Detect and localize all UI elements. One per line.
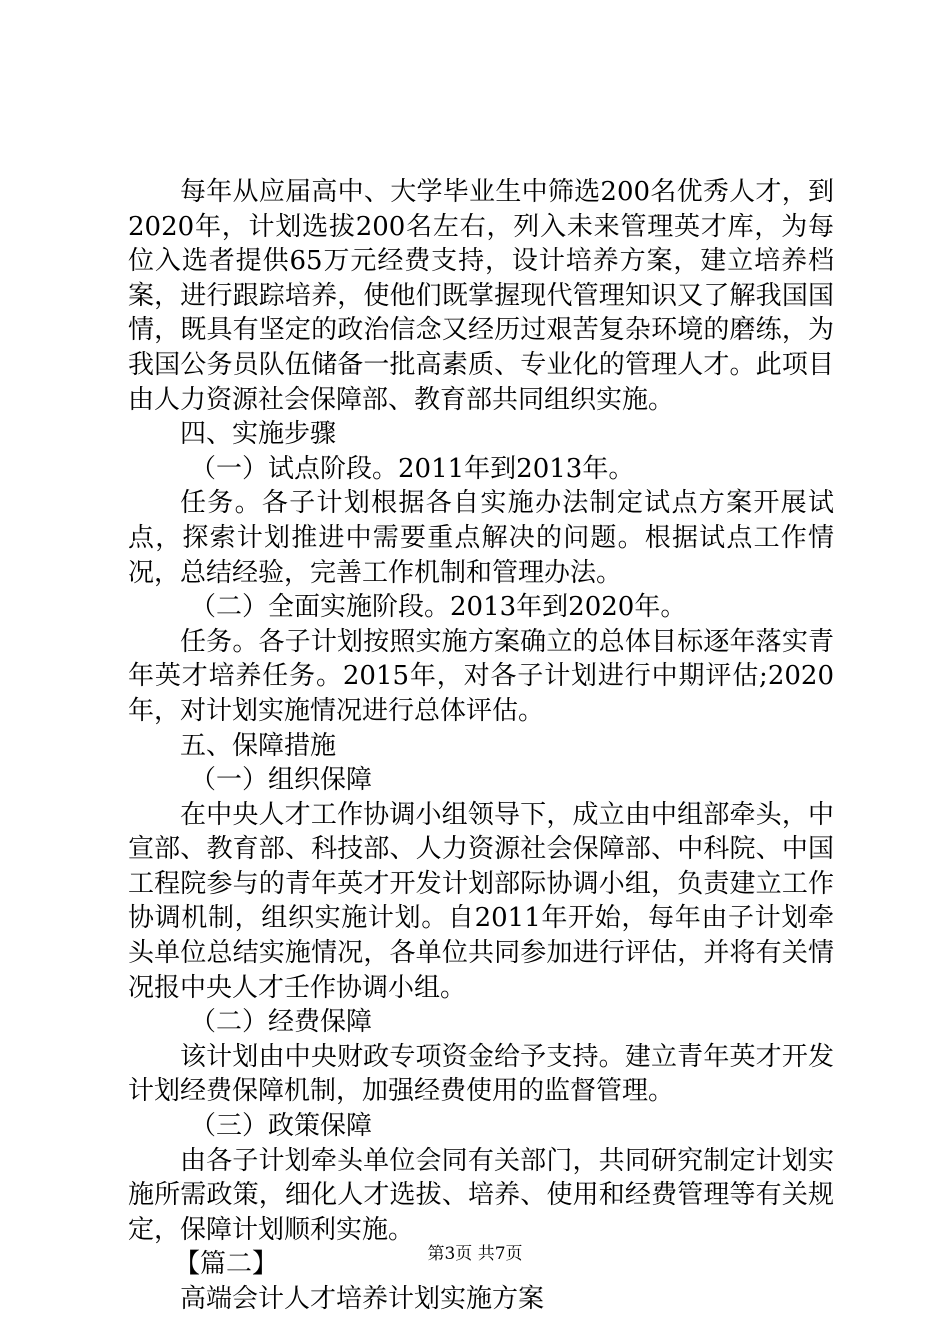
section-marker: 【篇二】 xyxy=(174,1249,279,1280)
subheading-policy: （三）政策保障 xyxy=(190,1111,373,1142)
paragraph-policy: 由各子计划牵头单位会同有关部门，共同研究制定计划实施所需政策，细化人才选拔、培养、使用和经费管理等有关规定，保障计划顺利实施。 xyxy=(128,1145,834,1245)
page-footer: 第3页 共7页 xyxy=(427,1244,523,1264)
document-body xyxy=(128,175,834,1317)
subheading-organization: （一）组织保障 xyxy=(190,765,373,796)
paragraph-funding: 该计划由中央财政专项资金给予支持。建立青年英才开发计划经费保障机制，加强经费使用的监督管理。 xyxy=(128,1041,834,1107)
paragraph-organization: 在中央人才工作协调小组领导下，成立由中组部牵头，中宣部、教育部、科技部、人力资源社会保障部、中科院、中国工程院参与的青年英才开发计划部际协调小组，负责建立工作协调机制，组织实施计划。自2011年开始，每年由子计划牵头单位总结实施情况，各单位共同参加进行评估，并将有关情况报中央人才壬作协调小组。 xyxy=(128,799,834,1003)
subheading-full-implementation: （二）全面实施阶段。2013年到2020年。 xyxy=(190,592,687,623)
subheading-pilot-stage: （一）试点阶段。2011年到2013年。 xyxy=(190,453,635,484)
subheading-funding: （二）经费保障 xyxy=(190,1007,373,1038)
section-title: 高端会计人才培养计划实施方案 xyxy=(180,1284,545,1314)
paragraph-full-implementation-task: 任务。各子计划按照实施方案确立的总体目标逐年落实青年英才培养任务。2015年，对各子计划进行中期评估;2020年，对计划实施情况进行总体评估。 xyxy=(128,626,834,726)
paragraph-talent-selection: 每年从应届高中、大学毕业生中筛选200名优秀人才，到2020年，计划选拔200名左右，列入未来管理英才库，为每位入选者提供65万元经费支持，设计培养方案，建立培养档案，进行跟踪培养，使他们既掌握现代管理知识又了解我国国情，既具有坚定的政治信念又经历过艰苦复杂环境的磨练，为我国公务员队伍储备一批高素质、专业化的管理人才。此项目由人力资源社会保障部、教育部共同组织实施。 xyxy=(128,177,834,415)
paragraph-pilot-task: 任务。各子计划根据各自实施办法制定试点方案开展试点，探索计划推进中需要重点解决的问题。根据试点工作情况，总结经验，完善工作机制和管理办法。 xyxy=(128,488,834,588)
heading-implementation-steps: 四、实施步骤 xyxy=(180,419,337,450)
heading-safeguards: 五、保障措施 xyxy=(180,730,337,761)
